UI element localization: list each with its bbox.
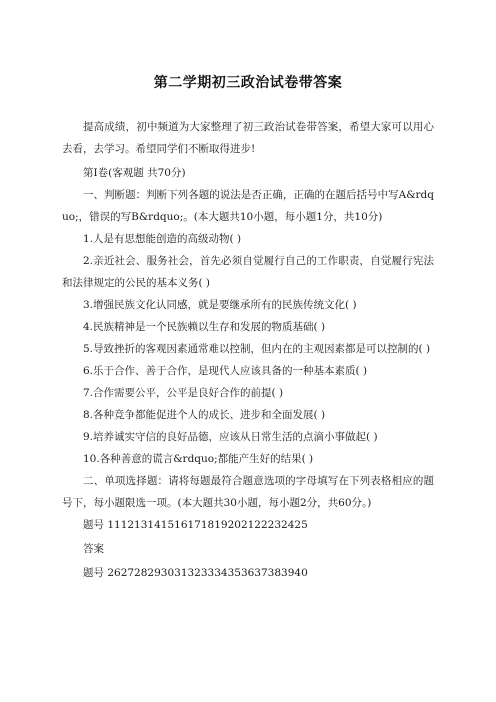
- question-item: 5.导致挫折的客观因素通常难以控制，但内在的主观因素都是可以控制的( ): [83, 343, 431, 355]
- intro-paragraph: 提高成绩，初中频道为大家整理了初三政治试卷带答案，希望大家可以用心去看，去学习。希望同学们不断取得进步!: [62, 121, 434, 155]
- question-item: 2.亲近社会、服务社会，首先必须自觉履行自己的工作职责，自觉履行宪法和法律规定的公民的基本义务( ): [62, 255, 434, 289]
- question-item: 1.人是有思想能创造的高级动物( ): [83, 233, 242, 245]
- section-heading: 第Ⅰ卷(客观题 共70分): [83, 167, 186, 179]
- answer-table-row-answers: 答案: [83, 543, 104, 555]
- part1-instructions: 一、判断题：判断下列各题的说法是否正确，正确的在题后括号中写A&rdquo;，错误的写B&rdquo;。(本大题共10小题，每小题1分，共10分): [62, 189, 434, 223]
- question-item: 4.民族精神是一个民族赖以生存和发展的物质基础( ): [83, 321, 326, 333]
- document-body: [62, 116, 434, 584]
- question-item: 8.各种竞争都能促进个人的成长、进步和全面发展( ): [83, 409, 326, 421]
- question-item: 7.合作需要公平，公平是良好合作的前提( ): [83, 387, 284, 399]
- document-title: 第二学期初三政治试卷带答案: [153, 75, 343, 91]
- question-item: 3.增强民族文化认同感，就是要继承所有的民族传统文化( ): [83, 299, 357, 311]
- question-item: 9.培养诚实守信的良好品德，应该从日常生活的点滴小事做起( ): [83, 431, 378, 443]
- answer-table-row-numbers: 题号 111213141516171819202122232425: [83, 519, 308, 531]
- answer-table-row-numbers: 题号 262728293031323334353637383940: [83, 567, 308, 579]
- part2-instructions: 二、单项选择题：请将每题最符合题意选项的字母填写在下列表格相应的题号下，每小题限选一项。(本大题共30小题，每小题2分，共60分。): [62, 475, 434, 509]
- question-item: 10.各种善意的谎言&rdquo;都能产生好的结果( ): [83, 453, 314, 465]
- question-item: 6.乐于合作、善于合作，是现代人应该具备的一种基本素质( ): [83, 365, 368, 377]
